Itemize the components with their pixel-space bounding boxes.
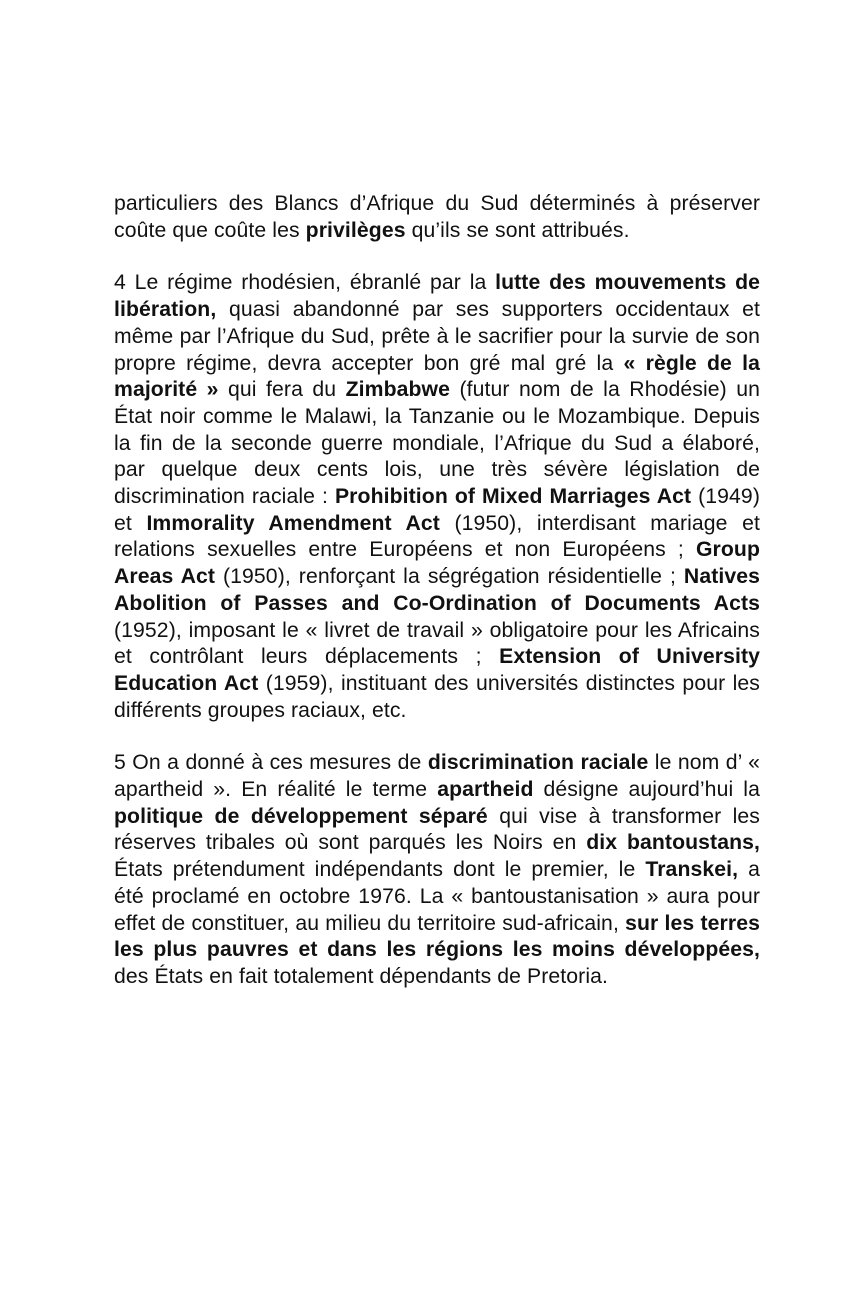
body-text: des États en fait totalement dépendants de Pretoria. [114, 964, 609, 988]
body-text: qu’ils se sont attribués. [405, 218, 630, 242]
body-text: (1952), imposant le « livret de travail » obligatoire pour les Africains et contrôlant leurs déplacements ; [114, 618, 760, 669]
emphasis-text: Extension of University Education Act [114, 645, 760, 695]
emphasis-text: sur les terres les plus pauvres et dans les régions les moins développées, [114, 911, 760, 962]
emphasis-text: Transkei, [645, 858, 739, 882]
paragraph-section-5 [114, 750, 760, 990]
paragraph-continuation [114, 191, 760, 244]
body-text: (1949) et [114, 485, 760, 535]
body-text: a été proclamé en octobre 1976. La « bantoustanisation » aura pour effet de constituer, au milieu du territoire sud-africain, [114, 858, 760, 935]
body-text: particuliers des Blancs d’Afrique du Sud déterminés à préserver coûte que coûte les [114, 192, 760, 242]
emphasis-text: politique de développement séparé [114, 804, 488, 828]
emphasis-text: Prohibition of Mixed Marriages Act [334, 485, 692, 509]
body-text: (futur nom de la Rhodésie) un État noir comme le Malawi, la Tanzanie ou le Mozambique. Depuis la fin de la seconde guerre mondiale, l’Afrique du Sud a élaboré, par quelque deux cents lois, une très sévère législation de discrimination raciale : [114, 378, 761, 509]
emphasis-text: Natives Abolition of Passes and Co-Ordination of Documents Acts [114, 565, 760, 615]
emphasis-text: Group Areas Act [114, 538, 760, 589]
emphasis-text: Immorality Amendment Act [146, 511, 440, 535]
body-text: le nom d’ « apartheid ». En réalité le terme [114, 751, 761, 802]
paragraph-section-4 [114, 270, 760, 724]
emphasis-text: dix bantoustans, [586, 831, 761, 855]
emphasis-text: lutte des mouvements de libération, [114, 271, 760, 322]
body-text: désigne aujourd’hui la [533, 778, 760, 802]
body-text: (1950), renforçant la ségrégation résidentielle ; [215, 565, 684, 589]
body-text: qui vise à transformer les réserves tribales où sont parqués les Noirs en [114, 804, 760, 855]
body-text: États prétendument indépendants dont le premier, le [114, 858, 646, 882]
page-body [114, 191, 760, 991]
emphasis-text: « règle de la majorité » [114, 351, 761, 402]
body-text: (1950), interdisant mariage et relations sexuelles entre Européens et non Européens ; [114, 511, 760, 562]
body-text: quasi abandonné par ses supporters occidentaux et même par l’Afrique du Sud, prête à le sacrifier pour la survie de son propre régime, devra accepter bon gré mal gré la [114, 298, 760, 375]
emphasis-text: discrimination raciale [427, 751, 649, 775]
body-text: qui fera du [218, 378, 346, 402]
body-text: (1959), instituant des universités distinctes pour les différents groupes raciaux, etc. [114, 671, 761, 722]
body-text: 5 On a donné à ces mesures de [114, 751, 428, 775]
emphasis-text: apartheid [437, 778, 534, 802]
emphasis-text: Zimbabwe [345, 378, 451, 402]
body-text: 4 Le régime rhodésien, ébranlé par la [114, 271, 496, 295]
emphasis-text: privilèges [305, 218, 406, 242]
